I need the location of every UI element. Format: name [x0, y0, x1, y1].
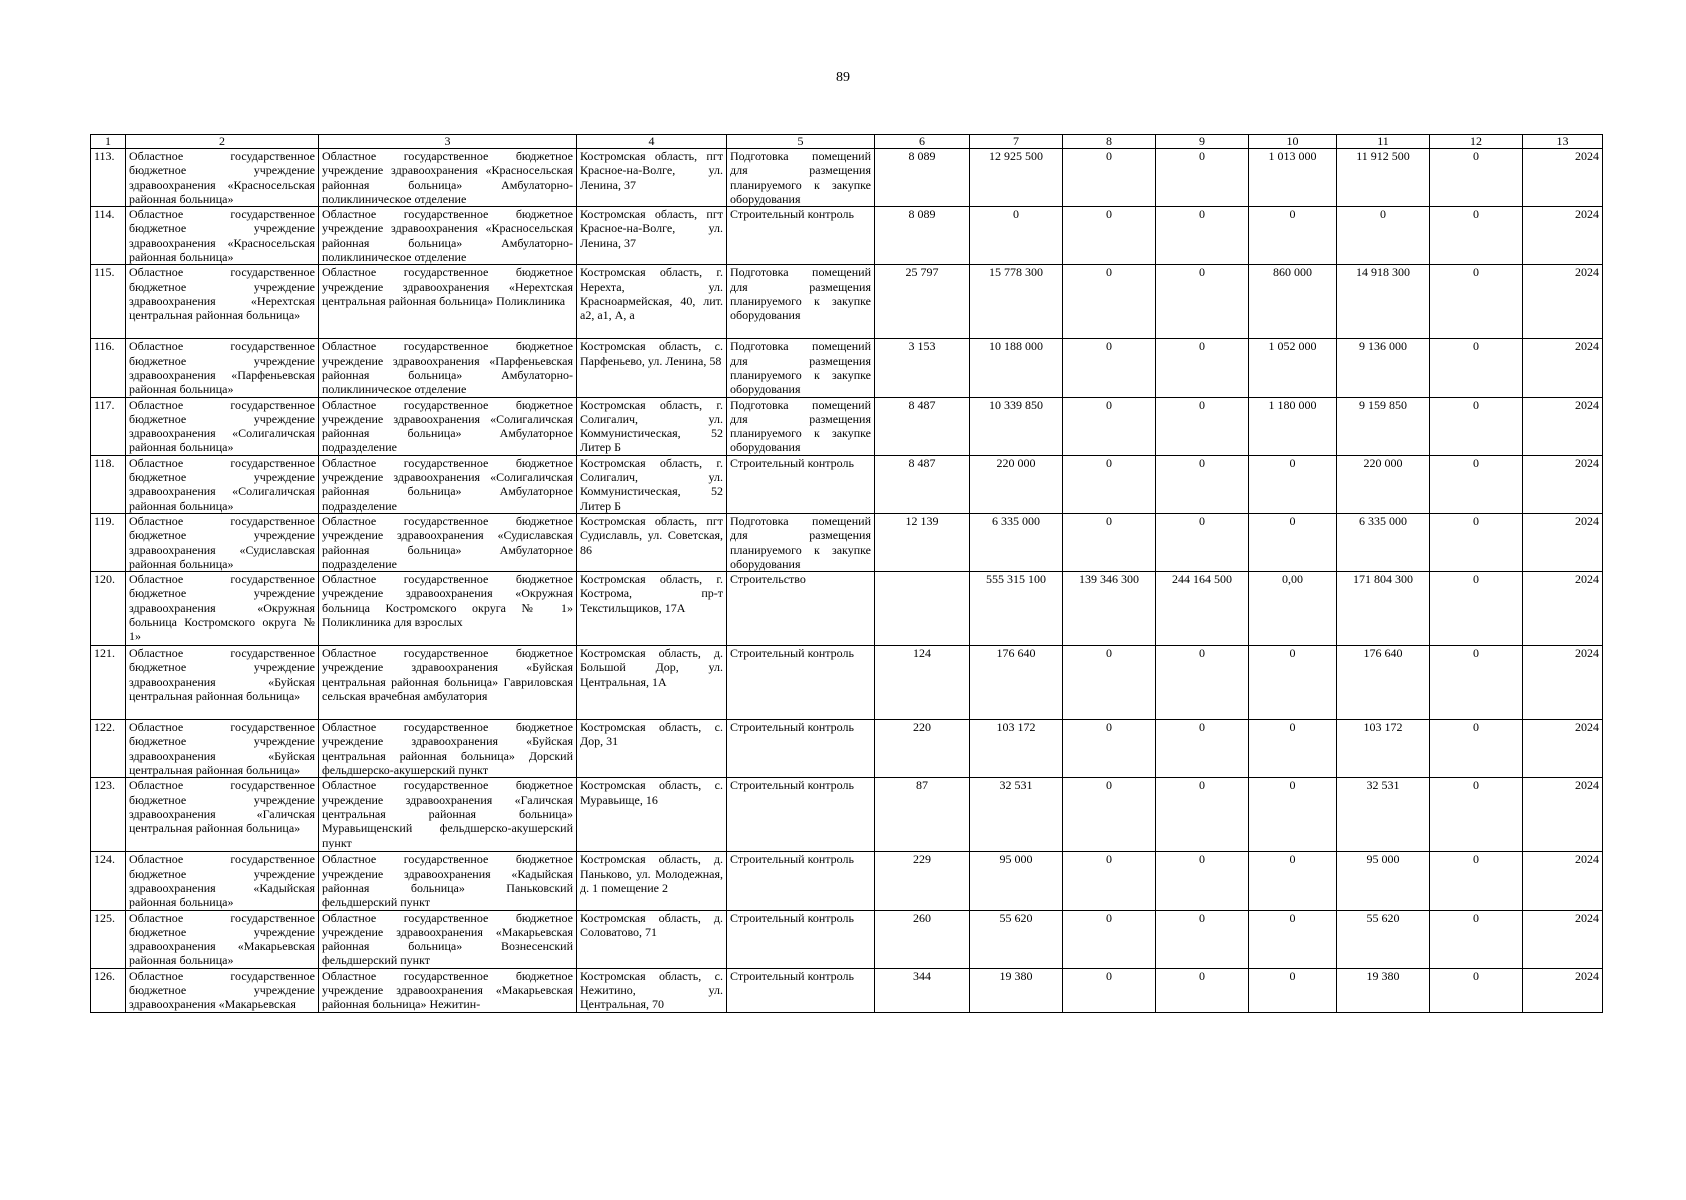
work-type-cell: Строительный контроль	[727, 646, 875, 720]
col8-value-cell: 0	[1063, 646, 1156, 720]
table-row	[91, 968, 1603, 1012]
address-cell: Костромская область, с. Дор, 31	[577, 720, 727, 778]
work-type-cell: Строительный контроль	[727, 910, 875, 968]
institution-cell: Областное государственное бюджетное учреждение здравоохранения «Буйская центральная районная больница»	[126, 720, 319, 778]
col12-value-cell: 0	[1430, 397, 1523, 455]
column-header: 3	[319, 135, 577, 149]
area-cell: 8 487	[875, 455, 970, 513]
column-header: 10	[1249, 135, 1337, 149]
year-cell: 2024	[1523, 778, 1603, 852]
work-type-cell: Подготовка помещений для размещения планируемого к закупке оборудования	[727, 265, 875, 339]
year-cell: 2024	[1523, 149, 1603, 207]
col9-value-cell: 0	[1156, 397, 1249, 455]
facility-cell: Областное государственное бюджетное учреждение здравоохранения «Буйская центральная районная больница» Дорский фельдшерско-акушерский пункт	[319, 720, 577, 778]
table-row	[91, 720, 1603, 778]
institution-cell: Областное государственное бюджетное учреждение здравоохранения «Галичская центральная районная больница»	[126, 778, 319, 852]
facility-cell: Областное государственное бюджетное учреждение здравоохранения «Кадыйская районная больница» Паньковский фельдшерский пункт	[319, 852, 577, 910]
address-cell: Костромская область, пгт Красное-на-Волге, ул. Ленина, 37	[577, 207, 727, 265]
row-number-cell: 114.	[91, 207, 126, 265]
col11-value-cell: 9 159 850	[1337, 397, 1430, 455]
col11-value-cell: 95 000	[1337, 852, 1430, 910]
table-row	[91, 207, 1603, 265]
year-cell: 2024	[1523, 455, 1603, 513]
total-cost-cell: 95 000	[970, 852, 1063, 910]
col12-value-cell: 0	[1430, 852, 1523, 910]
col9-value-cell: 244 164 500	[1156, 572, 1249, 646]
year-cell: 2024	[1523, 968, 1603, 1012]
work-type-cell: Строительство	[727, 572, 875, 646]
row-number-cell: 113.	[91, 149, 126, 207]
total-cost-cell: 19 380	[970, 968, 1063, 1012]
col12-value-cell: 0	[1430, 149, 1523, 207]
table-row	[91, 455, 1603, 513]
address-cell: Костромская область, пгт Судиславль, ул. Советская, 86	[577, 513, 727, 571]
work-type-cell: Строительный контроль	[727, 778, 875, 852]
facilities-table	[90, 134, 1603, 1013]
address-cell: Костромская область, с. Парфеньево, ул. Ленина, 58	[577, 339, 727, 397]
institution-cell: Областное государственное бюджетное учреждение здравоохранения «Солигаличская районная больница»	[126, 397, 319, 455]
year-cell: 2024	[1523, 720, 1603, 778]
institution-cell: Областное государственное бюджетное учреждение здравоохранения «Парфеньевская районная больница»	[126, 339, 319, 397]
year-cell: 2024	[1523, 910, 1603, 968]
page-number: 89	[836, 70, 850, 85]
address-cell: Костромская область, г. Кострома, пр-т Текстильщиков, 17А	[577, 572, 727, 646]
column-header: 12	[1430, 135, 1523, 149]
address-cell: Костромская область, д. Большой Дор, ул. Центральная, 1А	[577, 646, 727, 720]
total-cost-cell: 0	[970, 207, 1063, 265]
facility-cell: Областное государственное бюджетное учреждение здравоохранения «Галичская центральная районная больница» Муравьищенский фельдшерско-акушерский пункт	[319, 778, 577, 852]
table-row	[91, 778, 1603, 852]
facility-cell: Областное государственное бюджетное учреждение здравоохранения «Красносельская районная больница» Амбулаторно-поликлиническое отделение	[319, 149, 577, 207]
col11-value-cell: 6 335 000	[1337, 513, 1430, 571]
facility-cell: Областное государственное бюджетное учреждение здравоохранения «Красносельская районная больница» Амбулаторно-поликлиническое отделение	[319, 207, 577, 265]
row-number-cell: 116.	[91, 339, 126, 397]
row-number-cell: 124.	[91, 852, 126, 910]
col12-value-cell: 0	[1430, 572, 1523, 646]
institution-cell: Областное государственное бюджетное учреждение здравоохранения «Красносельская районная больница»	[126, 207, 319, 265]
col8-value-cell: 0	[1063, 455, 1156, 513]
table-row	[91, 646, 1603, 720]
col9-value-cell: 0	[1156, 910, 1249, 968]
work-type-cell: Подготовка помещений для размещения планируемого к закупке оборудования	[727, 339, 875, 397]
total-cost-cell: 6 335 000	[970, 513, 1063, 571]
work-type-cell: Подготовка помещений для размещения планируемого к закупке оборудования	[727, 513, 875, 571]
col12-value-cell: 0	[1430, 339, 1523, 397]
work-type-cell: Строительный контроль	[727, 455, 875, 513]
institution-cell: Областное государственное бюджетное учреждение здравоохранения «Кадыйская районная больница»	[126, 852, 319, 910]
col10-value-cell: 0	[1249, 910, 1337, 968]
area-cell: 12 139	[875, 513, 970, 571]
total-cost-cell: 12 925 500	[970, 149, 1063, 207]
address-cell: Костромская область, с. Муравьище, 16	[577, 778, 727, 852]
col8-value-cell: 0	[1063, 149, 1156, 207]
col9-value-cell: 0	[1156, 646, 1249, 720]
col8-value-cell: 0	[1063, 778, 1156, 852]
area-cell: 8 487	[875, 397, 970, 455]
facility-cell: Областное государственное бюджетное учреждение здравоохранения «Судиславская районная больница» Амбулаторное подразделение	[319, 513, 577, 571]
col11-value-cell: 0	[1337, 207, 1430, 265]
row-number-cell: 118.	[91, 455, 126, 513]
col10-value-cell: 860 000	[1249, 265, 1337, 339]
col10-value-cell: 0	[1249, 968, 1337, 1012]
col12-value-cell: 0	[1430, 910, 1523, 968]
table-row	[91, 339, 1603, 397]
work-type-cell: Строительный контроль	[727, 720, 875, 778]
col10-value-cell: 1 013 000	[1249, 149, 1337, 207]
work-type-cell: Подготовка помещений для размещения планируемого к закупке оборудования	[727, 397, 875, 455]
col9-value-cell: 0	[1156, 778, 1249, 852]
facility-cell: Областное государственное бюджетное учреждение здравоохранения «Парфеньевская районная больница» Амбулаторно-поликлиническое отделение	[319, 339, 577, 397]
work-type-cell: Строительный контроль	[727, 968, 875, 1012]
institution-cell: Областное государственное бюджетное учреждение здравоохранения «Солигаличская районная больница»	[126, 455, 319, 513]
institution-cell: Областное государственное бюджетное учреждение здравоохранения «Окружная больница Костромского округа № 1»	[126, 572, 319, 646]
year-cell: 2024	[1523, 646, 1603, 720]
total-cost-cell: 555 315 100	[970, 572, 1063, 646]
col8-value-cell: 0	[1063, 852, 1156, 910]
table-row	[91, 397, 1603, 455]
total-cost-cell: 10 188 000	[970, 339, 1063, 397]
column-header: 2	[126, 135, 319, 149]
col9-value-cell: 0	[1156, 513, 1249, 571]
row-number-cell: 120.	[91, 572, 126, 646]
col9-value-cell: 0	[1156, 149, 1249, 207]
col8-value-cell: 0	[1063, 910, 1156, 968]
col10-value-cell: 0	[1249, 455, 1337, 513]
col11-value-cell: 9 136 000	[1337, 339, 1430, 397]
row-number-cell: 125.	[91, 910, 126, 968]
col8-value-cell: 0	[1063, 513, 1156, 571]
col11-value-cell: 32 531	[1337, 778, 1430, 852]
col11-value-cell: 55 620	[1337, 910, 1430, 968]
facility-cell: Областное государственное бюджетное учреждение здравоохранения «Нерехтская центральная районная больница» Поликлиника	[319, 265, 577, 339]
col10-value-cell: 0	[1249, 646, 1337, 720]
column-header: 13	[1523, 135, 1603, 149]
facility-cell: Областное государственное бюджетное учреждение здравоохранения «Окружная больница Костромского округа № 1» Поликлиника для взрослых	[319, 572, 577, 646]
col9-value-cell: 0	[1156, 968, 1249, 1012]
institution-cell: Областное государственное бюджетное учреждение здравоохранения «Буйская центральная районная больница»	[126, 646, 319, 720]
table-row	[91, 149, 1603, 207]
col9-value-cell: 0	[1156, 265, 1249, 339]
column-header: 5	[727, 135, 875, 149]
col12-value-cell: 0	[1430, 455, 1523, 513]
year-cell: 2024	[1523, 265, 1603, 339]
year-cell: 2024	[1523, 513, 1603, 571]
col9-value-cell: 0	[1156, 455, 1249, 513]
table-row	[91, 265, 1603, 339]
col8-value-cell: 0	[1063, 720, 1156, 778]
institution-cell: Областное государственное бюджетное учреждение здравоохранения «Красносельская районная больница»	[126, 149, 319, 207]
row-number-cell: 121.	[91, 646, 126, 720]
col10-value-cell: 0	[1249, 852, 1337, 910]
facility-cell: Областное государственное бюджетное учреждение здравоохранения «Буйская центральная районная больница» Гавриловская сельская врачебная амбулатория	[319, 646, 577, 720]
area-cell: 344	[875, 968, 970, 1012]
institution-cell: Областное государственное бюджетное учреждение здравоохранения «Макарьевская районная больница»	[126, 910, 319, 968]
col10-value-cell: 0	[1249, 207, 1337, 265]
column-header: 6	[875, 135, 970, 149]
row-number-cell: 115.	[91, 265, 126, 339]
total-cost-cell: 55 620	[970, 910, 1063, 968]
col12-value-cell: 0	[1430, 646, 1523, 720]
facility-cell: Областное государственное бюджетное учреждение здравоохранения «Солигаличская районная больница» Амбулаторное подразделение	[319, 455, 577, 513]
col12-value-cell: 0	[1430, 778, 1523, 852]
col9-value-cell: 0	[1156, 720, 1249, 778]
area-cell: 124	[875, 646, 970, 720]
address-cell: Костромская область, д. Соловатово, 71	[577, 910, 727, 968]
work-type-cell: Строительный контроль	[727, 852, 875, 910]
institution-cell: Областное государственное бюджетное учреждение здравоохранения «Нерехтская центральная районная больница»	[126, 265, 319, 339]
row-number-cell: 119.	[91, 513, 126, 571]
total-cost-cell: 220 000	[970, 455, 1063, 513]
table-row	[91, 852, 1603, 910]
col8-value-cell: 0	[1063, 397, 1156, 455]
row-number-cell: 123.	[91, 778, 126, 852]
table-row	[91, 572, 1603, 646]
column-header: 1	[91, 135, 126, 149]
area-cell: 260	[875, 910, 970, 968]
table-body	[91, 149, 1603, 1013]
col12-value-cell: 0	[1430, 720, 1523, 778]
facility-cell: Областное государственное бюджетное учреждение здравоохранения «Макарьевская районная больница» Нежитин-	[319, 968, 577, 1012]
col11-value-cell: 11 912 500	[1337, 149, 1430, 207]
address-cell: Костромская область, г. Солигалич, ул. Коммунистическая, 52 Литер Б	[577, 397, 727, 455]
column-header: 7	[970, 135, 1063, 149]
total-cost-cell: 10 339 850	[970, 397, 1063, 455]
col10-value-cell: 1 180 000	[1249, 397, 1337, 455]
col8-value-cell: 0	[1063, 207, 1156, 265]
total-cost-cell: 103 172	[970, 720, 1063, 778]
col11-value-cell: 220 000	[1337, 455, 1430, 513]
col10-value-cell: 0	[1249, 778, 1337, 852]
total-cost-cell: 15 778 300	[970, 265, 1063, 339]
col8-value-cell: 139 346 300	[1063, 572, 1156, 646]
year-cell: 2024	[1523, 397, 1603, 455]
table-row	[91, 910, 1603, 968]
area-cell: 8 089	[875, 149, 970, 207]
year-cell: 2024	[1523, 339, 1603, 397]
col9-value-cell: 0	[1156, 852, 1249, 910]
col12-value-cell: 0	[1430, 968, 1523, 1012]
col10-value-cell: 0	[1249, 513, 1337, 571]
address-cell: Костромская область, с. Нежитино, ул. Центральная, 70	[577, 968, 727, 1012]
area-cell: 3 153	[875, 339, 970, 397]
work-type-cell: Строительный контроль	[727, 207, 875, 265]
total-cost-cell: 176 640	[970, 646, 1063, 720]
col8-value-cell: 0	[1063, 339, 1156, 397]
col9-value-cell: 0	[1156, 339, 1249, 397]
institution-cell: Областное государственное бюджетное учреждение здравоохранения «Судиславская районная больница»	[126, 513, 319, 571]
facility-cell: Областное государственное бюджетное учреждение здравоохранения «Солигаличская районная больница» Амбулаторное подразделение	[319, 397, 577, 455]
col12-value-cell: 0	[1430, 513, 1523, 571]
table-row	[91, 513, 1603, 571]
area-cell: 25 797	[875, 265, 970, 339]
row-number-cell: 122.	[91, 720, 126, 778]
area-cell: 229	[875, 852, 970, 910]
row-number-cell: 126.	[91, 968, 126, 1012]
work-type-cell: Подготовка помещений для размещения планируемого к закупке оборудования	[727, 149, 875, 207]
area-cell	[875, 572, 970, 646]
total-cost-cell: 32 531	[970, 778, 1063, 852]
col11-value-cell: 19 380	[1337, 968, 1430, 1012]
col8-value-cell: 0	[1063, 968, 1156, 1012]
col9-value-cell: 0	[1156, 207, 1249, 265]
address-cell: Костромская область, г. Солигалич, ул. Коммунистическая, 52 Литер Б	[577, 455, 727, 513]
area-cell: 8 089	[875, 207, 970, 265]
col11-value-cell: 176 640	[1337, 646, 1430, 720]
column-header: 11	[1337, 135, 1430, 149]
row-number-cell: 117.	[91, 397, 126, 455]
column-header: 8	[1063, 135, 1156, 149]
address-cell: Костромская область, пгт Красное-на-Волге, ул. Ленина, 37	[577, 149, 727, 207]
column-header: 9	[1156, 135, 1249, 149]
address-cell: Костромская область, д. Паньково, ул. Молодежная, д. 1 помещение 2	[577, 852, 727, 910]
table-header	[91, 135, 1603, 149]
col10-value-cell: 0,00	[1249, 572, 1337, 646]
column-header: 4	[577, 135, 727, 149]
institution-cell: Областное государственное бюджетное учреждение здравоохранения «Макарьевская	[126, 968, 319, 1012]
area-cell: 87	[875, 778, 970, 852]
col11-value-cell: 14 918 300	[1337, 265, 1430, 339]
year-cell: 2024	[1523, 207, 1603, 265]
col10-value-cell: 1 052 000	[1249, 339, 1337, 397]
year-cell: 2024	[1523, 572, 1603, 646]
col8-value-cell: 0	[1063, 265, 1156, 339]
address-cell: Костромская область, г. Нерехта, ул. Красноармейская, 40, лит. а2, а1, А, а	[577, 265, 727, 339]
col11-value-cell: 103 172	[1337, 720, 1430, 778]
year-cell: 2024	[1523, 852, 1603, 910]
facility-cell: Областное государственное бюджетное учреждение здравоохранения «Макарьевская районная больница» Вознесенский фельдшерский пункт	[319, 910, 577, 968]
col11-value-cell: 171 804 300	[1337, 572, 1430, 646]
col10-value-cell: 0	[1249, 720, 1337, 778]
area-cell: 220	[875, 720, 970, 778]
col12-value-cell: 0	[1430, 265, 1523, 339]
col12-value-cell: 0	[1430, 207, 1523, 265]
